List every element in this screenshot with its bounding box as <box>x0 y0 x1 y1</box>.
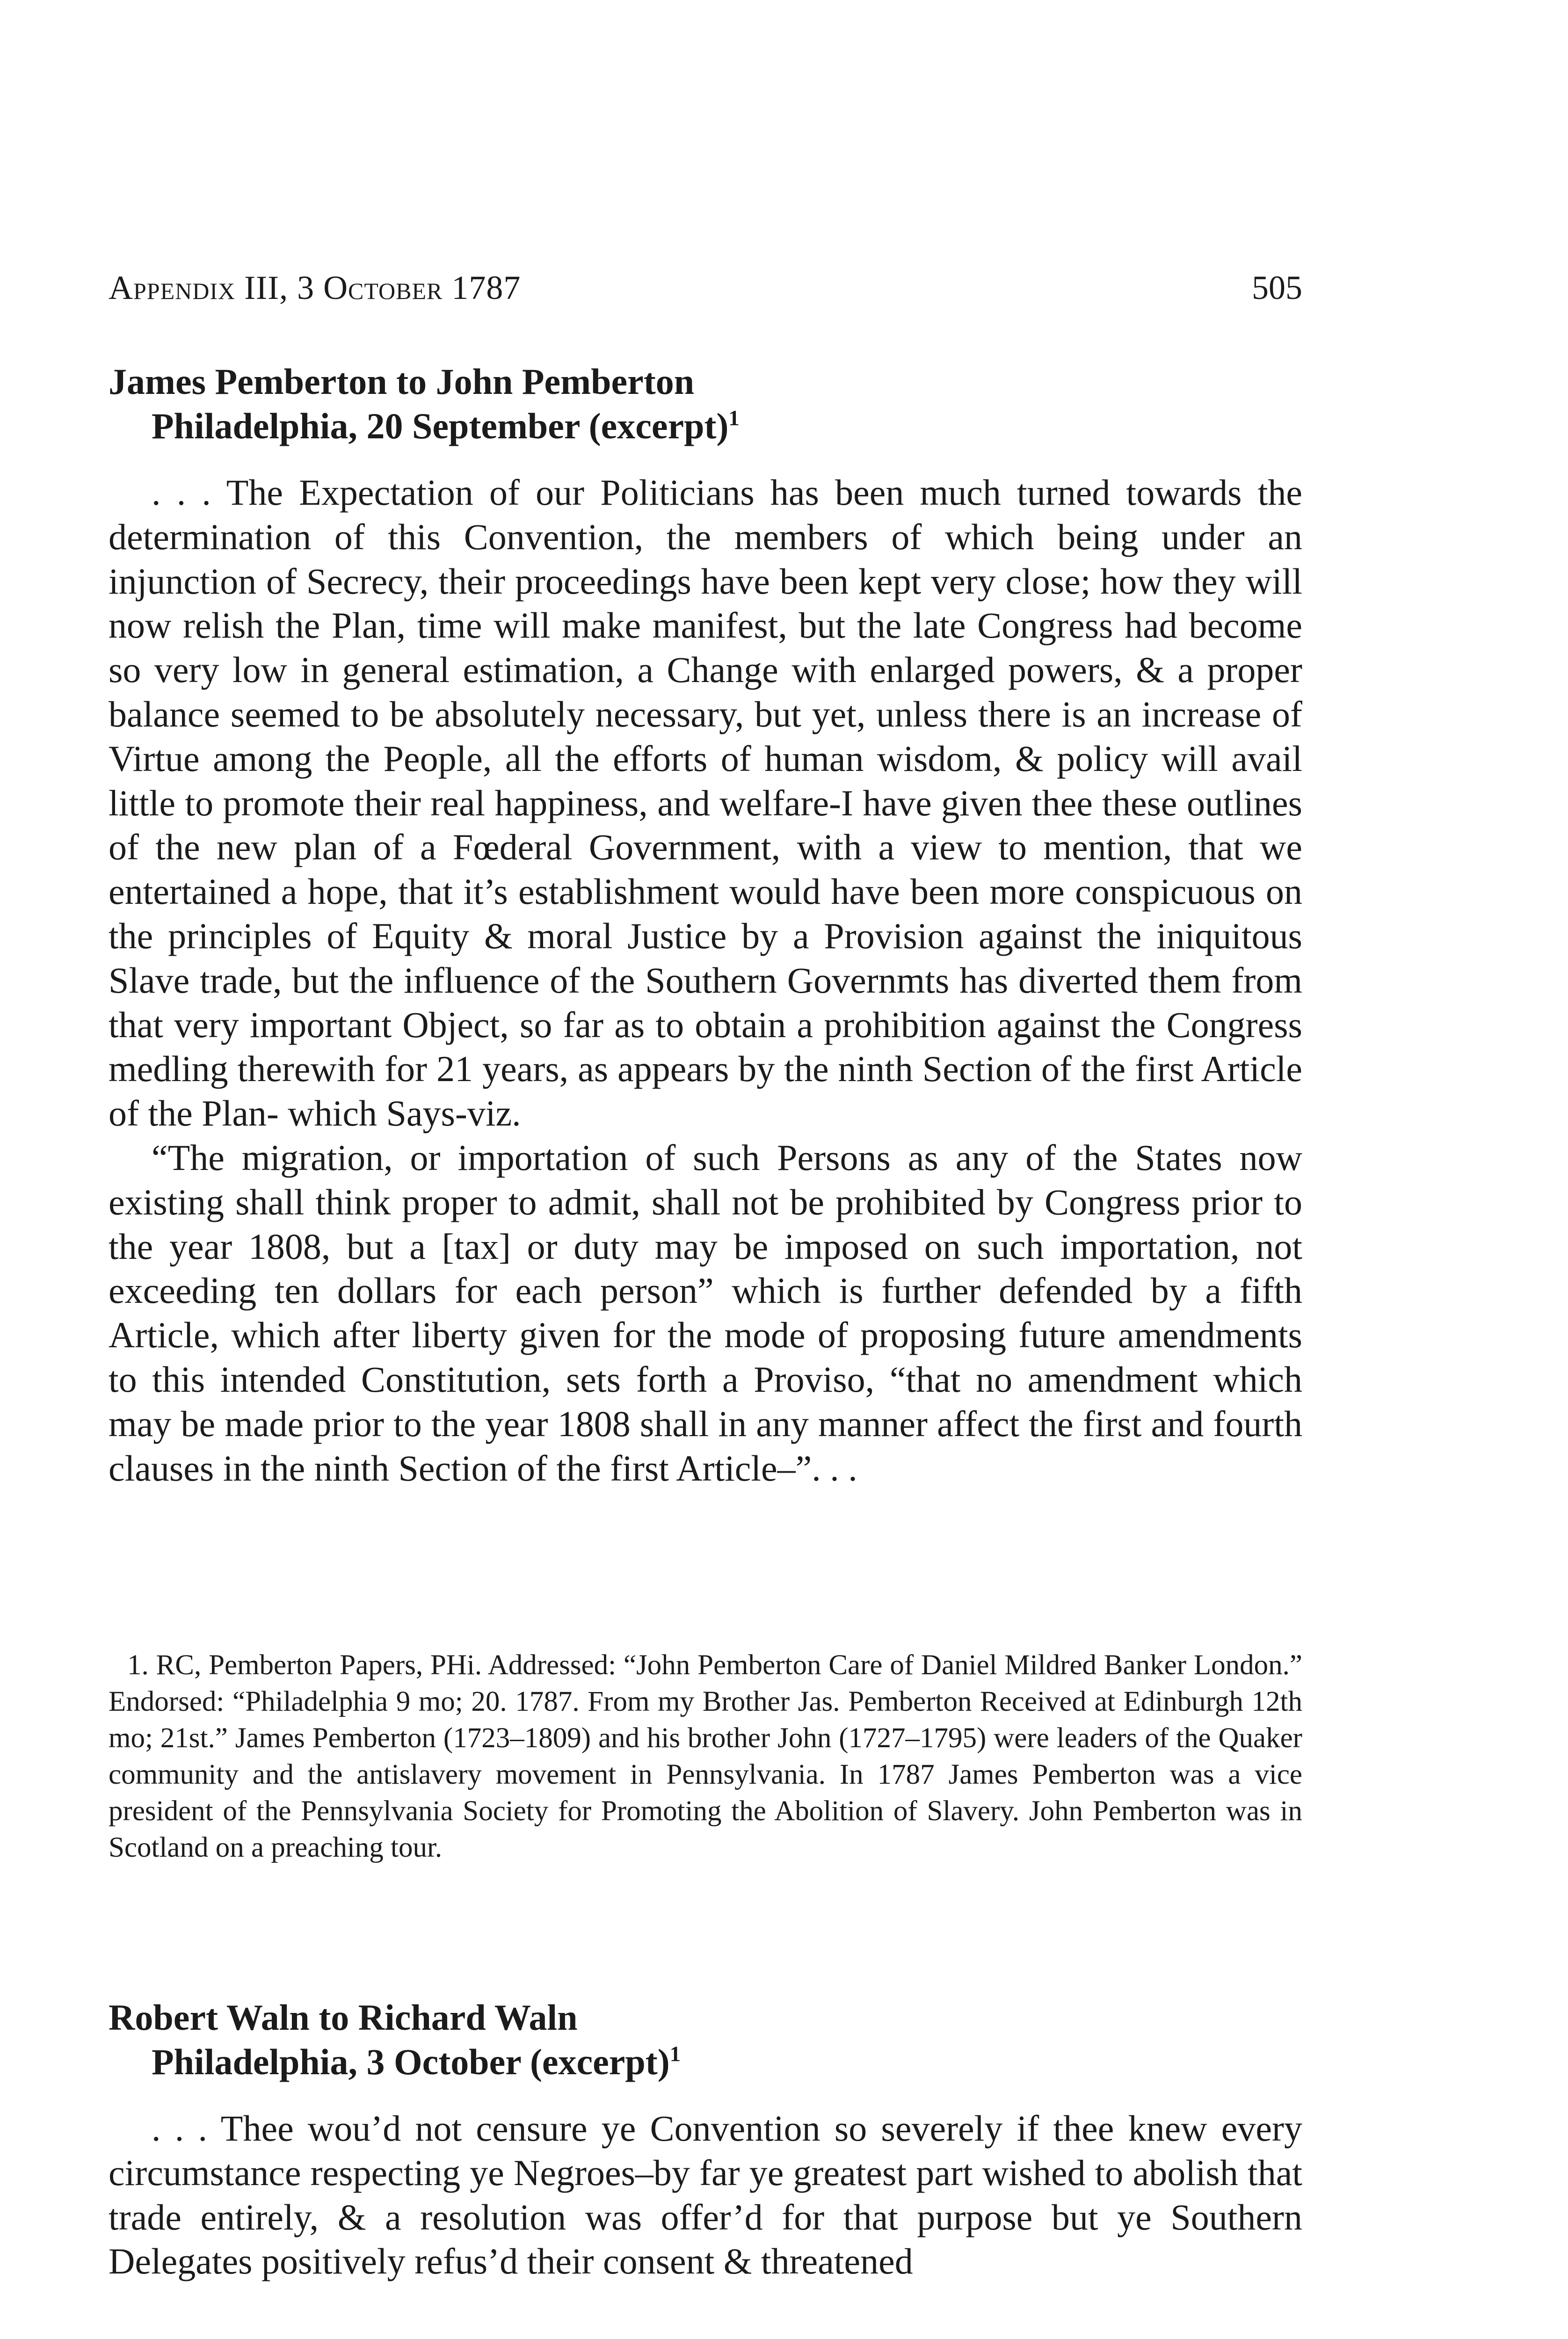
letter2-heading-names: Robert Waln to Richard Waln <box>109 1997 578 2038</box>
letter1-note-marker: 1 <box>728 406 740 430</box>
letter2-body <box>109 2107 1302 2284</box>
letter2-heading <box>109 1995 1302 2084</box>
letter2-note-marker: 1 <box>669 2041 681 2066</box>
page-number: 505 <box>1252 269 1302 306</box>
letter2-heading-place-text: Philadelphia, 3 October (excerpt) <box>152 2041 670 2082</box>
letter1-footnote: 1. RC, Pemberton Papers, PHi. Addressed: “John Pemberton Care of Daniel Mildred Banker London.” Endorsed: “Philadelphia 9 mo; 20. 1787. From my Brother Jas. Pemberton Received at Edinburgh 12th mo; 21st.” James Pemberton (1723–1809) and his brother John (1727–1795) were leaders of the Quaker community and the antislavery movement in Pennsylvania. In 1787 James Pemberton was a vice president of the Pennsylvania Society for Promoting the Abolition of Slavery. John Pemberton was in Scotland on a preaching tour. <box>109 1649 1302 1863</box>
letter1-paragraph-1: . . . The Expectation of our Politicians has been much turned towards the determination of this Convention, the members of which being under an injunction of Secrecy, their proceedings have been kept very close; how they will now relish the Plan, time will make manifest, but the late Congress had become so very low in general estimation, a Change with enlarged powers, & a proper balance seemed to be absolutely necessary, but yet, unless there is an increase of Virtue among the People, all the efforts of human wisdom, & policy will avail little to promote their real happiness, and welfare-I have given thee these outlines of the new plan of a Fœderal Government, with a view to mention, that we entertained a hope, that it’s establishment would have been more conspicuous on the principles of Equity & moral Justice by a Provision against the iniquitous Slave trade, but the influence of the Southern Governmts has diverted them from that very important Object, so far as to obtain a prohibition against the Congress medling therewith for 21 years, as appears by the ninth Section of the first Article of the Plan- which Says-viz. <box>109 472 1302 1134</box>
running-head-title <box>109 264 521 311</box>
letter1-paragraph-2: “The migration, or importation of such Persons as any of the States now existing shall think proper to admit, shall not be prohibited by Congress prior to the year 1808, but a [tax] or duty may be imposed on such importation, not exceeding ten dollars for each person” which is further defended by a fifth Article, which after liberty given for the mode of proposing future amendments to this intended Constitution, sets forth a Proviso, “that no amendment which may be made prior to the year 1808 shall in any manner affect the first and fourth clauses in the ninth Section of the first Article–”. . . <box>109 1137 1302 1489</box>
running-head-title-rest: ppendix III, 3 October 1787 <box>133 269 521 306</box>
running-head <box>109 264 1302 311</box>
letter1-heading <box>109 359 1302 448</box>
letter1-body <box>109 471 1302 1490</box>
letter1-heading-place-text: Philadelphia, 20 September (excerpt) <box>152 406 729 446</box>
letter2-heading-place <box>109 2040 1302 2084</box>
letter1-heading-names: James Pemberton to John Pemberton <box>109 361 695 402</box>
letter2-paragraph-1: . . . Thee wou’d not censure ye Convention so severely if thee knew every circumstance respecting ye Negroes–by far ye greatest part wished to abolish that trade entirely, & a resolution was offer’d for that purpose but ye Southern Delegates positively refus’d their consent & threatened <box>109 2108 1302 2282</box>
letter1-heading-place <box>109 404 1302 448</box>
running-head-title-initial: A <box>109 269 133 306</box>
